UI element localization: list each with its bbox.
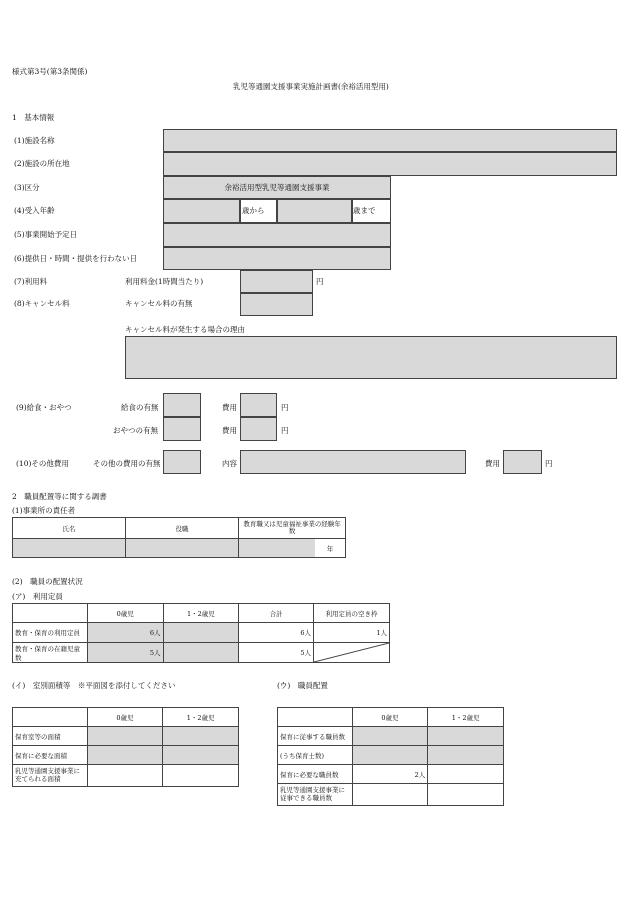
diagonal-slash-icon [314, 643, 389, 662]
table-row [13, 765, 239, 787]
area-table [12, 707, 239, 787]
area-col-12: 1・2歳児 [163, 708, 239, 727]
staff-table [277, 707, 504, 806]
category-field [163, 176, 391, 199]
facility-name-label: (1)施設名称 [14, 136, 55, 145]
staff-row-label: (うち保育士数) [278, 746, 353, 765]
cancel-reason-label: キャンセル料が発生する場合の理由 [125, 325, 245, 334]
facility-address-label: (2)施設の所在地 [14, 159, 70, 168]
age-to-unit: 歳まで [353, 206, 376, 215]
manager-label: (1)事業所の責任者 [12, 506, 76, 515]
staff-row-label: 乳児等通園支援事業に従事できる職員数 [278, 784, 353, 806]
start-date-label: (5)事業開始予定日 [14, 230, 78, 239]
capacity-col-12: 1・2歳児 [163, 604, 239, 623]
start-date-field[interactable] [163, 223, 391, 247]
other-content-label: 内容 [222, 459, 237, 468]
capacity-cell: 6人 [239, 623, 314, 643]
staffing-label: (2) 職員の配置状況 [12, 577, 83, 586]
category-value: 余裕活用型乳児等通園支援事業 [224, 183, 330, 192]
cancel-sub-label: キャンセル料の有無 [125, 299, 193, 308]
other-content-field[interactable] [240, 450, 466, 474]
capacity-cell[interactable] [163, 643, 239, 663]
staff-cell: 2人 [352, 765, 428, 784]
service-field[interactable] [163, 247, 391, 270]
other-field[interactable] [163, 450, 201, 474]
meal-label: (9)給食・おやつ [16, 403, 72, 412]
table-row [13, 623, 390, 643]
staff-col-12: 1・2歳児 [428, 708, 504, 727]
area-label: (イ) 室別面積等 ※平面図を添付してください [12, 681, 176, 690]
area-col-0: 0歳児 [87, 708, 163, 727]
snack-cost-field[interactable] [240, 417, 277, 441]
manager-col-name: 氏名 [13, 518, 126, 539]
meal-sub-label: 給食の有無 [121, 403, 159, 412]
fee-field[interactable] [240, 270, 313, 293]
manager-experience-cell[interactable] [239, 539, 346, 558]
capacity-cell[interactable] [163, 623, 239, 643]
manager-col-experience: 教育職又は児童福祉事業の経験年数 [239, 518, 346, 539]
capacity-corner [13, 604, 88, 623]
meal-cost-yen: 円 [281, 403, 289, 412]
cancel-reason-field[interactable] [125, 336, 617, 379]
area-row-label: 乳児等通園支援事業に充てられる面積 [13, 765, 88, 787]
snack-cost-yen: 円 [281, 426, 289, 435]
manager-table [12, 517, 346, 558]
staff-cell[interactable] [352, 727, 428, 746]
staff-cell[interactable] [352, 784, 428, 806]
manager-position-cell[interactable] [125, 539, 239, 558]
area-corner [13, 708, 88, 727]
manager-experience-input[interactable] [239, 539, 315, 557]
form-number: 様式第3号(第3条関係) [12, 67, 88, 76]
snack-cost-label: 費用 [222, 426, 237, 435]
staff-cell[interactable] [352, 746, 428, 765]
capacity-col-0: 0歳児 [87, 604, 163, 623]
area-cell[interactable] [87, 727, 163, 746]
capacity-cell[interactable]: 6人 [87, 623, 163, 643]
capacity-label: (ア) 利用定員 [12, 592, 63, 601]
area-cell[interactable] [163, 727, 239, 746]
capacity-cell: 1人 [313, 623, 389, 643]
capacity-free-slash-cell [313, 643, 389, 663]
staff-cell[interactable] [428, 746, 504, 765]
fee-yen: 円 [316, 277, 324, 286]
section1-heading: 1 基本情報 [12, 113, 55, 122]
other-label: (10)その他費用 [16, 459, 69, 468]
table-row [278, 765, 504, 784]
capacity-table [12, 603, 390, 663]
staff-cell[interactable] [428, 784, 504, 806]
staff-cell[interactable] [428, 727, 504, 746]
meal-field[interactable] [163, 393, 201, 417]
table-row [278, 727, 504, 746]
age-to-field[interactable] [277, 199, 352, 223]
area-cell[interactable] [87, 746, 163, 765]
staff-label: (ウ) 職員配置 [277, 681, 328, 690]
other-cost-field[interactable] [503, 450, 542, 474]
other-cost-yen: 円 [545, 459, 553, 468]
capacity-row-label: 教育・保育の在籍児童数 [13, 643, 88, 663]
area-cell[interactable] [87, 765, 163, 787]
table-row [13, 643, 390, 663]
area-row-label: 保育に必要な面積 [13, 746, 88, 765]
cancel-field[interactable] [240, 293, 313, 316]
age-from-field[interactable] [163, 199, 240, 223]
capacity-cell[interactable]: 5人 [87, 643, 163, 663]
capacity-cell: 5人 [239, 643, 314, 663]
section2-heading: 2 職員配置等に関する調書 [12, 492, 107, 501]
table-row [13, 727, 239, 746]
staff-corner [278, 708, 353, 727]
staff-row-label: 保育に必要な職員数 [278, 765, 353, 784]
meal-cost-field[interactable] [240, 393, 277, 417]
capacity-col-free: 利用定員の空き枠 [313, 604, 389, 623]
year-unit: 年 [326, 544, 334, 553]
table-row [278, 784, 504, 806]
other-sub-label: その他の費用の有無 [93, 459, 161, 468]
fee-sub-label: 利用料金(1時間当たり) [125, 277, 204, 286]
document-title: 乳児等通園支援事業実施計画書(余裕活用型用) [233, 82, 389, 91]
age-from-unit: 歳から [242, 206, 265, 215]
area-cell[interactable] [163, 746, 239, 765]
snack-sub-label: おやつの有無 [113, 426, 158, 435]
table-row [13, 746, 239, 765]
manager-name-cell[interactable] [13, 539, 126, 558]
cancel-label: (8)キャンセル料 [14, 299, 70, 308]
facility-address-field[interactable] [163, 152, 617, 176]
table-row [278, 746, 504, 765]
age-label: (4)受入年齢 [14, 206, 55, 215]
fee-label: (7)利用料 [14, 277, 48, 286]
manager-col-position: 役職 [125, 518, 239, 539]
other-cost-label: 費用 [485, 459, 500, 468]
capacity-col-total: 合計 [239, 604, 314, 623]
staff-cell [428, 765, 504, 784]
facility-name-field[interactable] [163, 129, 617, 152]
category-label: (3)区分 [14, 183, 40, 192]
meal-cost-label: 費用 [222, 403, 237, 412]
area-cell[interactable] [163, 765, 239, 787]
capacity-row-label: 教育・保育の利用定員 [13, 623, 88, 643]
staff-row-label: 保育に従事する職員数 [278, 727, 353, 746]
staff-col-0: 0歳児 [352, 708, 428, 727]
snack-field[interactable] [163, 417, 201, 441]
service-label: (6)提供日・時間・提供を行わない日 [14, 254, 138, 263]
area-row-label: 保育室等の面積 [13, 727, 88, 746]
